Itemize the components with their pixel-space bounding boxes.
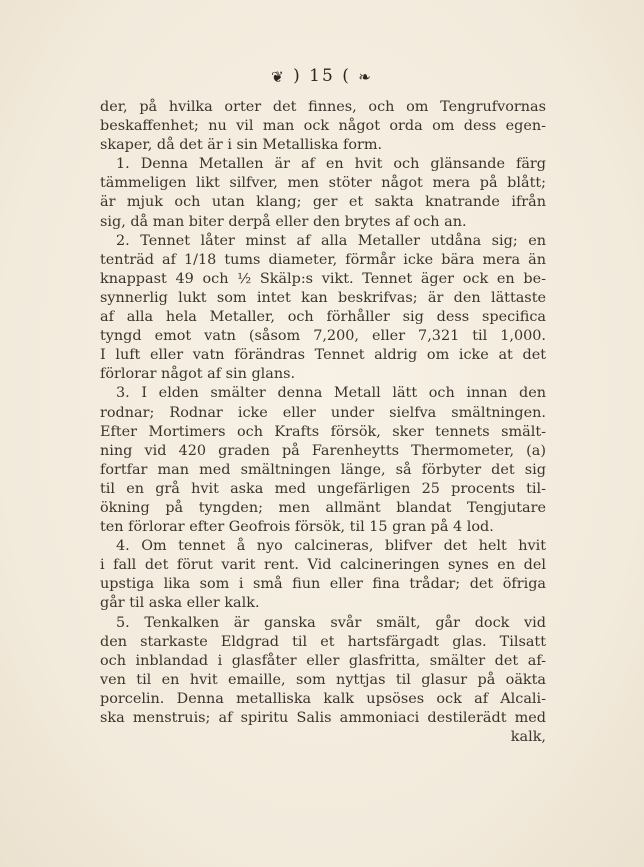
text-line: ven til en hvit emaille, som nyttjas til glasur på oäkta: [100, 671, 546, 688]
text-line: skaper, då det är i sin Metalliska form.: [100, 137, 383, 154]
text-line: ökning på tyngden; men allmänt blandat Tengjutare: [100, 499, 546, 516]
text-line: ning vid 420 graden på Farenheytts Thermometer, (a): [100, 442, 546, 459]
body-text: [100, 98, 546, 747]
paragraph-2-line: 2. Tennet låter minst af alla Metaller utdåna sig; en: [116, 232, 546, 249]
text-line: tenträd af 1/18 tums diameter, förmår icke bära mera än: [100, 251, 546, 268]
paragraph-5-line: 5. Tenkalken är ganska svår smält, går dock vid: [116, 614, 546, 631]
paragraph-1-line: 1. Denna Metallen är af en hvit och glänsande färg: [116, 156, 546, 173]
text-line: tyngd emot vatn (såsom 7,200, eller 7,321 til 1,000.: [100, 328, 546, 345]
paragraph-3-line: 3. I elden smälter denna Metall lätt och innan den: [116, 385, 546, 402]
text-line: ten förlorar efter Geofrois försök, til 15 gran på 4 lod.: [100, 519, 494, 536]
text-line: fortfar man med smältningen länge, så förbyter det sig: [100, 461, 546, 478]
page-number: ) 15 (: [293, 66, 351, 86]
text-line: sig, då man biter derpå eller den brytes af och an.: [100, 213, 467, 230]
text-line: rodnar; Rodnar icke eller under sielfva smältningen.: [100, 404, 546, 421]
text-line: der, på hvilka orter det finnes, och om Tengrufvornas: [100, 99, 546, 115]
text-line: tämmeligen likt silfver, men stöter något mera på blått;: [100, 175, 546, 192]
text-line: I luft eller vatn förändras Tennet aldrig om icke at det: [100, 347, 546, 364]
text-line: den starkaste Eldgrad til et hartsfärgadt glas. Tilsatt: [100, 633, 546, 650]
text-line: porcelin. Denna metalliska kalk upsöses ock af Alcali-: [100, 690, 546, 707]
text-line: upstiga lika som i små fiun eller fina trådar; det öfriga: [100, 576, 546, 593]
ornament-right-icon: ❧: [358, 67, 373, 86]
page-header: [0, 66, 644, 86]
text-line: går til aska eller kalk.: [100, 595, 260, 612]
text-line: förlorar något af sin glans.: [100, 366, 296, 383]
text-line: är mjuk och utan klang; ger et sakta knatrande ifrån: [100, 194, 546, 211]
text-line: och inblandad i glasfåter eller glasfritta, smälter det af-: [100, 652, 546, 669]
paragraph-4-line: 4. Om tennet å nyo calcineras, blifver det helt hvit: [116, 538, 546, 555]
text-line: i fall det förut varit rent. Vid calcineringen synes en del: [100, 557, 546, 574]
text-line: til en grå hvit aska med ungefärligen 25 procents til-: [100, 480, 546, 497]
ornament-left-icon: ❦: [271, 67, 286, 86]
catchword: kalk,: [510, 729, 546, 746]
text-line: knappast 49 och ½ Skälp:s vikt. Tennet äger ock en be-: [100, 270, 546, 287]
text-line: af alla hela Metaller, och förhåller sig dess specifica: [100, 309, 546, 326]
text-line: Efter Mortimers och Krafts försök, sker tennets smält-: [100, 423, 546, 440]
text-line: ska menstruis; af spiritu Salis ammoniaci destilerädt med: [100, 710, 546, 726]
text-line: synnerlig lukt som intet kan beskrifvas; är den lättaste: [100, 289, 546, 306]
text-line: beskaffenhet; nu vil man ock något orda om dess egen-: [100, 118, 546, 135]
